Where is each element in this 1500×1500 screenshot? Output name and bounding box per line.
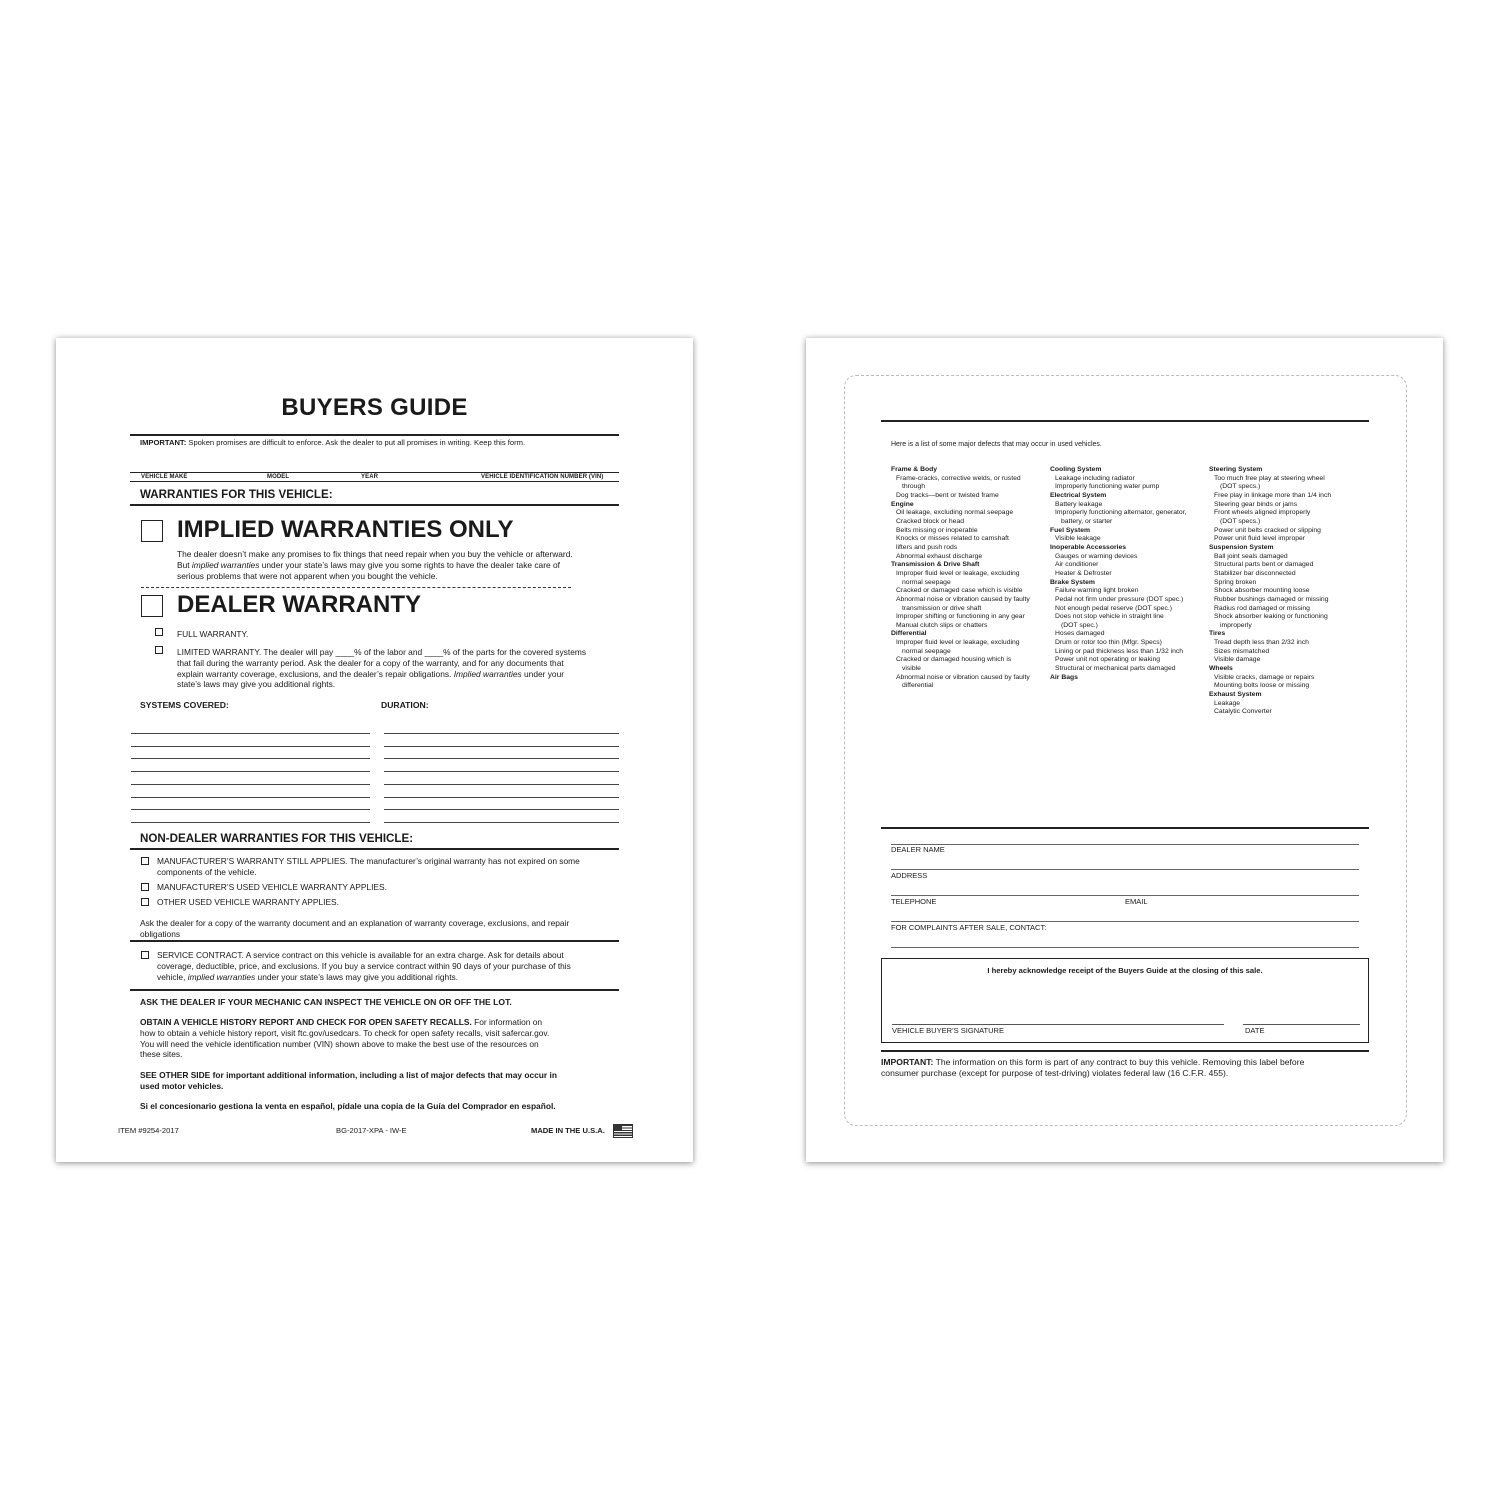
mfr-warranty-checkbox[interactable] [141,857,149,865]
defect-category: Brake System [1050,578,1095,586]
ask-copy-text [140,918,569,940]
defect-item: Visible damage [1214,656,1261,664]
defect-item: Pedal not firm under pressure (DOT spec.) [1055,595,1184,603]
see-other-side-text [140,1070,557,1092]
defect-item: Shock absorber mounting loose [1214,587,1310,595]
implied-warranty-text [177,549,573,581]
defect-item: Knocks or misses related to camshaft [896,535,1009,543]
defect-item: Too much free play at steering wheel [1214,474,1325,482]
defect-item: Sizes mismatched [1214,647,1270,655]
defect-item: Cracked block or head [896,517,965,525]
defect-item: Drum or rotor too thin (Mfgr. Specs) [1055,639,1162,647]
write-in-line[interactable] [131,822,370,823]
mfr-warranty-text [157,856,580,878]
mechanic-notice: ASK THE DEALER IF YOUR MECHANIC CAN INSPECT THE VEHICLE ON OR OFF THE LOT. [140,997,512,1007]
defects-intro: Here is a list of some major defects that may occur in used vehicles. [891,441,1102,448]
divider [881,1050,1369,1052]
limited-line: LIMITED WARRANTY. The dealer will pay ____% of the labor and ____% of the parts for the covered systems [177,647,587,657]
divider [881,420,1369,422]
front-page [56,338,693,1162]
history-line: these sites. [140,1049,183,1060]
write-in-line[interactable] [384,733,619,734]
defect-item: Improperly functioning alternator, generator, [1055,509,1187,517]
defect-category: Wheels [1209,665,1233,673]
defect-item: lifters and push rods [896,543,958,551]
write-in-line[interactable] [384,771,619,772]
limited-line [177,669,586,680]
systems-covered-label: SYSTEMS COVERED: [140,700,229,710]
defect-item: Visible cracks, damage or repairs [1214,673,1315,681]
defect-category: Air Bags [1050,673,1078,681]
defect-category: Suspension System [1209,543,1274,551]
limited-warranty-text [177,647,586,690]
write-in-line[interactable] [131,746,370,747]
defect-item: Mounting bolts loose or missing [1214,682,1310,690]
defect-item: Ball joint seals damaged [1214,552,1288,560]
defect-item: Hoses damaged [1055,630,1105,638]
write-in-line[interactable] [131,771,370,772]
write-in-line[interactable] [384,797,619,798]
defect-item: Power unit belts cracked or slipping [1214,526,1321,534]
history-line [140,1017,549,1028]
italic-text: implied warranties [187,971,256,982]
text: The information on this form is part of any contract to buy this vehicle. Removing this label before [933,1057,1305,1067]
field-line [891,844,1359,845]
us-flag-icon [613,1124,633,1138]
defect-item: Heater & Defroster [1055,569,1112,577]
service-line [157,972,571,983]
defect-item: Tread depth less than 2/32 inch [1214,639,1309,647]
field-line [891,947,1359,948]
limited-line: that fail during the warranty period. Ask the dealer for a copy of the warranty, and for any documents that [177,657,564,668]
mfr-line: MANUFACTURER’S WARRANTY STILL APPLIES. The manufacturer’s original warranty has not expired on some [157,856,580,866]
defect-item: Steering gear binds or jams [1214,500,1298,508]
implied-warranty-heading: IMPLIED WARRANTIES ONLY [177,516,514,543]
field-line [891,921,1359,922]
signature-line[interactable] [892,1024,1224,1025]
defect-item: Radius rod damaged or missing [1214,604,1310,612]
divider [130,504,619,506]
defect-item: transmission or drive shaft [902,604,982,612]
defects-column-2 [1050,466,1186,682]
dealer-name-label: DEALER NAME [891,845,945,854]
service-contract-text [157,950,571,982]
item-number: ITEM #9254-2017 [118,1126,179,1135]
service-line: SERVICE CONTRACT. A service contract on this vehicle is available for an extra charge. Ask for details about [157,950,564,960]
defect-category: Transmission & Drive Shaft [891,561,980,569]
full-warranty-checkbox[interactable] [155,628,163,636]
limited-warranty-checkbox[interactable] [155,646,163,654]
divider [881,827,1369,829]
text: But [177,559,192,570]
text: explain warranty coverage, exclusions, and the dealer’s repair obligations. [177,668,454,679]
defect-item: Improper fluid level or leakage, excluding [896,569,1020,577]
defect-item: Failure warning light broken [1055,587,1139,595]
defect-category: Cooling System [1050,466,1102,473]
write-in-line[interactable] [384,758,619,759]
defect-item: battery, or starter [1061,517,1113,525]
other-used-checkbox[interactable] [141,898,149,906]
back-important-line: consumer purchase (except for purpose of test-driving) violates federal law (16 C.F.R. 455). [881,1068,1229,1078]
defect-item: Cracked or damaged case which is visible [896,587,1023,595]
defect-item: visible [902,665,921,673]
implied-line: The dealer doesn’t make any promises to fix things that need repair when you buy the vehicle or afterward. [177,549,573,559]
dashed-divider [141,587,571,588]
date-line[interactable] [1243,1024,1360,1025]
defect-item: Battery leakage [1055,500,1103,508]
defect-item: (DOT specs.) [1220,517,1261,525]
mfr-used-label: MANUFACTURER’S USED VEHICLE WARRANTY APPLIES. [157,882,387,892]
defect-item: through [902,483,926,491]
defect-item: (DOT spec.) [1061,621,1098,629]
defect-category: Steering System [1209,466,1263,473]
write-in-line[interactable] [131,784,370,785]
defect-item: (DOT specs.) [1220,483,1261,491]
defect-item: Does not stop vehicle in straight line [1055,613,1164,621]
dealer-warranty-checkbox[interactable] [141,595,163,617]
defect-item: Structural or mechanical parts damaged [1055,665,1176,673]
signature-label: VEHICLE BUYER’S SIGNATURE [892,1026,1004,1035]
see-other-line: SEE OTHER SIDE for important additional information, including a list of major defects that may occur in [140,1070,557,1080]
acknowledgement-box [881,958,1369,1043]
other-used-label: OTHER USED VEHICLE WARRANTY APPLIES. [157,897,339,907]
write-in-line[interactable] [131,758,370,759]
write-in-line[interactable] [384,822,619,823]
divider [130,940,619,942]
spanish-notice: Si el concesionario gestiona la venta en español, pídale una copia de la Guía del Comprador en español. [140,1101,556,1111]
defect-item: Air conditioner [1055,561,1099,569]
defect-item: Improperly functioning water pump [1055,483,1160,491]
defect-item: Visible leakage [1055,535,1101,543]
defect-item: Power unit fluid level improper [1214,535,1306,543]
acknowledgement-text: I hereby acknowledge receipt of the Buyers Guide at the closing of this sale. [987,966,1263,975]
ask-line: Ask the dealer for a copy of the warranty document and an explanation of warranty coverage, exclusions, and repair [140,918,570,928]
year-label: YEAR [361,474,379,480]
text: under your state’s laws may give you some rights to have the dealer take care of [259,559,560,570]
implied-warranty-checkbox[interactable] [141,520,163,542]
duration-label: DURATION: [381,700,429,710]
defect-category: Frame & Body [891,466,938,473]
divider [130,989,619,991]
defect-item: Free play in linkage more than 1/4 inch [1214,491,1332,499]
form-code: BG-2017-XPA - IW-E [336,1126,407,1135]
defect-item: Oil leakage, excluding normal seepage [896,509,1014,517]
defect-item: Abnormal noise or vibration caused by faulty [896,595,1030,603]
date-label: DATE [1245,1026,1265,1035]
field-line [891,895,1359,896]
italic-text: implied warranties [191,559,260,570]
important-note [140,438,525,447]
bold-text: OBTAIN A VEHICLE HISTORY REPORT AND CHECK FOR OPEN SAFETY RECALLS. [140,1017,472,1027]
see-other-line: used motor vehicles. [140,1080,224,1091]
defect-item: Gauges or warning devices [1055,552,1138,560]
defect-item: Cracked or damaged housing which is [896,656,1012,664]
defect-item: Frame-cracks, corrective welds, or rusted [896,474,1021,482]
service-contract-checkbox[interactable] [141,951,149,959]
warranties-heading: WARRANTIES FOR THIS VEHICLE: [140,488,333,501]
limited-line: state’s laws may give you additional rights. [177,679,336,690]
defect-category: Electrical System [1050,491,1107,499]
mfr-line: components of the vehicle. [157,866,257,877]
defect-item: Power unit not operating or leaking [1055,656,1161,664]
defect-category: Differential [891,630,927,638]
defect-category: Fuel System [1050,526,1091,534]
text: vehicle, [157,971,188,982]
complaints-label: FOR COMPLAINTS AFTER SALE, CONTACT: [891,923,1047,932]
defect-item: Catalytic Converter [1214,708,1272,716]
defect-item: Shock absorber leaking or functioning [1214,613,1328,621]
history-line: You will need the vehicle identification number (VIN) shown above to make the best use of the resources on [140,1038,539,1049]
text: For information on [471,1017,543,1027]
page-title: BUYERS GUIDE [281,394,468,421]
defect-item: Leakage [1214,699,1241,707]
defect-item: Leakage including radiator [1055,474,1135,482]
text: under your [521,668,565,679]
italic-text: Implied warranties [453,668,522,679]
defect-item: normal seepage [902,647,951,655]
defect-item: Abnormal exhaust discharge [896,552,983,560]
implied-line [177,560,573,571]
write-in-line[interactable] [131,733,370,734]
vehicle-line [130,472,619,473]
defect-category: Inoperable Accessories [1050,543,1127,551]
defects-column-1 [891,466,1030,691]
history-line: how to obtain a vehicle history report, visit ftc.gov/usedcars. To check for open safety recalls, visit safercar.gov. [140,1027,550,1038]
non-dealer-heading: NON-DEALER WARRANTIES FOR THIS VEHICLE: [140,832,414,845]
divider [130,481,619,482]
defect-item: Dog tracks—bent or twisted frame [896,491,999,499]
model-label: MODEL [267,474,290,480]
defect-category: Exhaust System [1209,691,1262,699]
telephone-label: TELEPHONE [891,897,937,906]
write-in-line[interactable] [131,797,370,798]
write-in-line[interactable] [384,746,619,747]
write-in-line[interactable] [384,809,619,810]
service-line: coverage, deductible, price, and exclusions. If you buy a service contract within 90 days of your purchase of this [157,960,571,971]
defect-item: Abnormal noise or vibration caused by faulty [896,673,1030,681]
field-line [891,869,1359,870]
bold-text: IMPORTANT: [881,1057,934,1067]
ask-line: obligations [140,928,181,939]
vehicle-make-label: VEHICLE MAKE [141,474,188,480]
defect-item: Front wheels aligned improperly [1214,509,1311,517]
divider [130,848,619,850]
defect-item: Spring broken [1214,578,1257,586]
history-report-text [140,1017,549,1060]
implied-line: serious problems that were not apparent when you bought the vehicle. [177,570,438,581]
defect-item: differential [902,682,934,690]
back-important-line [881,1057,1304,1068]
made-in-label: MADE IN THE U.S.A. [531,1126,605,1135]
defect-item: improperly [1220,621,1252,629]
important-label: IMPORTANT: [140,438,187,447]
back-important-text [881,1057,1304,1079]
vin-label: VEHICLE IDENTIFICATION NUMBER (VIN) [481,474,604,480]
full-warranty-label: FULL WARRANTY. [177,629,249,639]
important-text: Spoken promises are difficult to enforce. Ask the dealer to put all promises in writing. Keep this form. [188,438,526,447]
defects-column-3 [1209,466,1331,717]
defect-item: normal seepage [902,578,951,586]
text: under your state’s laws may give you additional rights. [255,971,459,982]
defect-item: Structural parts bent or damaged [1214,561,1314,569]
address-label: ADDRESS [891,871,928,880]
defect-category: Engine [891,500,914,508]
email-label: EMAIL [1125,897,1148,906]
write-in-line[interactable] [384,784,619,785]
defect-item: Improper fluid level or leakage, excluding [896,639,1020,647]
defect-item: Belts missing or inoperable [896,526,978,534]
dealer-warranty-heading: DEALER WARRANTY [177,591,421,618]
divider [130,434,619,436]
mfr-used-checkbox[interactable] [141,883,149,891]
defect-category: Tires [1209,630,1226,638]
defect-item: Stabilizer bar disconnected [1214,569,1296,577]
defect-item: Manual clutch slips or chatters [896,621,988,629]
write-in-line[interactable] [131,809,370,810]
back-page [806,338,1443,1162]
defect-item: Not enough pedal reserve (DOT spec.) [1055,604,1172,612]
defect-item: Lining or pad thickness less than 1/32 inch [1055,647,1184,655]
defect-item: Rubber bushings damaged or missing [1214,595,1329,603]
defect-item: Improper shifting or functioning in any gear [896,613,1025,621]
